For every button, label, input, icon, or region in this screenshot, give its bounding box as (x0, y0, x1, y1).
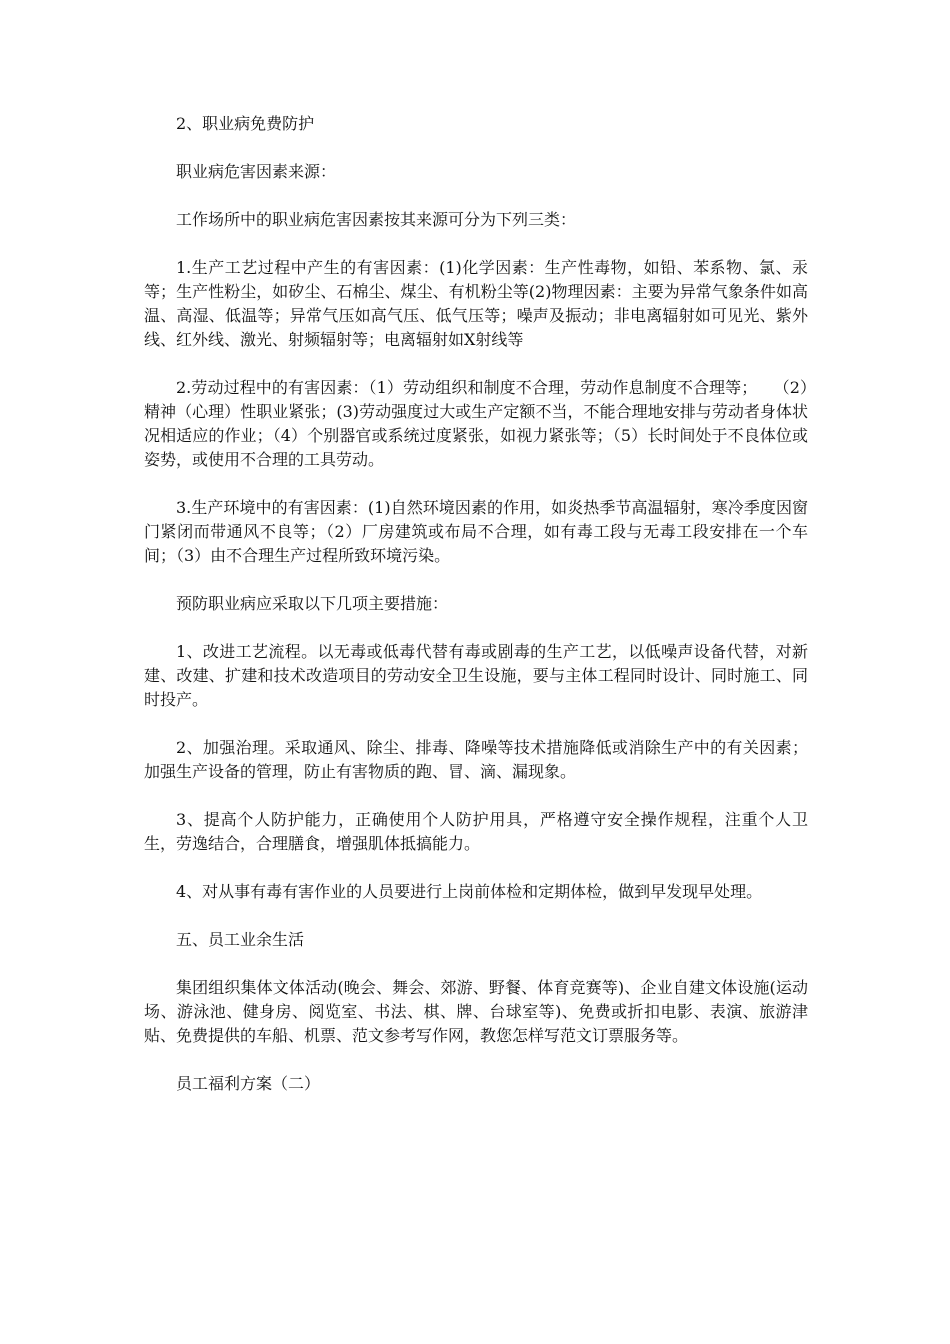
hazard-classification-intro: 工作场所中的职业病危害因素按其来源可分为下列三类： (176, 210, 577, 229)
measure-3-paragraph: 3、提高个人防护能力，正确使用个人防护用具，严格遵守安全操作规程，注重个人卫生，劳逸结合，合理膳食，增强肌体抵搞能力。 (144, 810, 808, 853)
measure-2-paragraph: 2、加强治理。采取通风、除尘、排毒、降噪等技术措施降低或消除生产中的有关因素；加强生产设备的管理，防止有害物质的跑、冒、滴、漏现象。 (144, 738, 808, 781)
document-body (144, 112, 808, 1120)
hazard-source-heading: 职业病危害因素来源： (176, 162, 337, 181)
section-heading-free-protection: 2、职业病免费防护 (176, 114, 315, 133)
measure-4-paragraph: 4、对从事有毒有害作业的人员要进行上岗前体检和定期体检，做到早发现早处理。 (176, 882, 763, 901)
hazard-environment-paragraph: 3.生产环境中的有害因素：(1)自然环境因素的作用，如炎热季节高温辐射，寒冷季度因窗门紧闭而带通风不良等；（2）厂房建筑或布局不合理，如有毒工段与无毒工段安排在一个车间；（3）由不合理生产过程所致环境污染。 (144, 498, 808, 565)
hazard-labor-paragraph: 2.劳动过程中的有害因素：（1）劳动组织和制度不合理，劳动作息制度不合理等； （2）精神（心理）性职业紧张；(3)劳动强度过大或生产定额不当，不能合理地安排与劳动者身体状况相适应的作业；（4）个别器官或系统过度紧张，如视力紧张等；（5）长时间处于不良体位或姿势，或使用不合理的工具劳动。 (144, 378, 808, 469)
section-heading-leisure: 五、员工业余生活 (176, 930, 305, 949)
prevention-measures-heading: 预防职业病应采取以下几项主要措施： (176, 594, 449, 613)
measure-1-paragraph: 1、改进工艺流程。以无毒或低毒代替有毒或剧毒的生产工艺，以低噪声设备代替，对新建、改建、扩建和技术改造项目的劳动安全卫生设施，要与主体工程同时设计、同时施工、同时投产。 (144, 642, 808, 709)
welfare-plan-heading: 员工福利方案（二） (176, 1074, 321, 1093)
hazard-process-paragraph: 1.生产工艺过程中产生的有害因素：(1)化学因素：生产性毒物，如铅、苯系物、氯、汞等；生产性粉尘，如矽尘、石棉尘、煤尘、有机粉尘等(2)物理因素：主要为异常气象条件如高温、高湿、低温等；异常气压如高气压、低气压等；噪声及振动；非电离辐射如可见光、紫外线、红外线、激光、射频辐射等；电离辐射如X射线等 (144, 258, 808, 349)
leisure-activities-paragraph: 集团组织集体文体活动(晚会、舞会、郊游、野餐、体育竞赛等)、企业自建文体设施(运动场、游泳池、健身房、阅览室、书法、棋、牌、台球室等)、免费或折扣电影、表演、旅游津贴、免费提供的车船、机票、范文参考写作网，教您怎样写范文订票服务等。 (144, 978, 808, 1045)
